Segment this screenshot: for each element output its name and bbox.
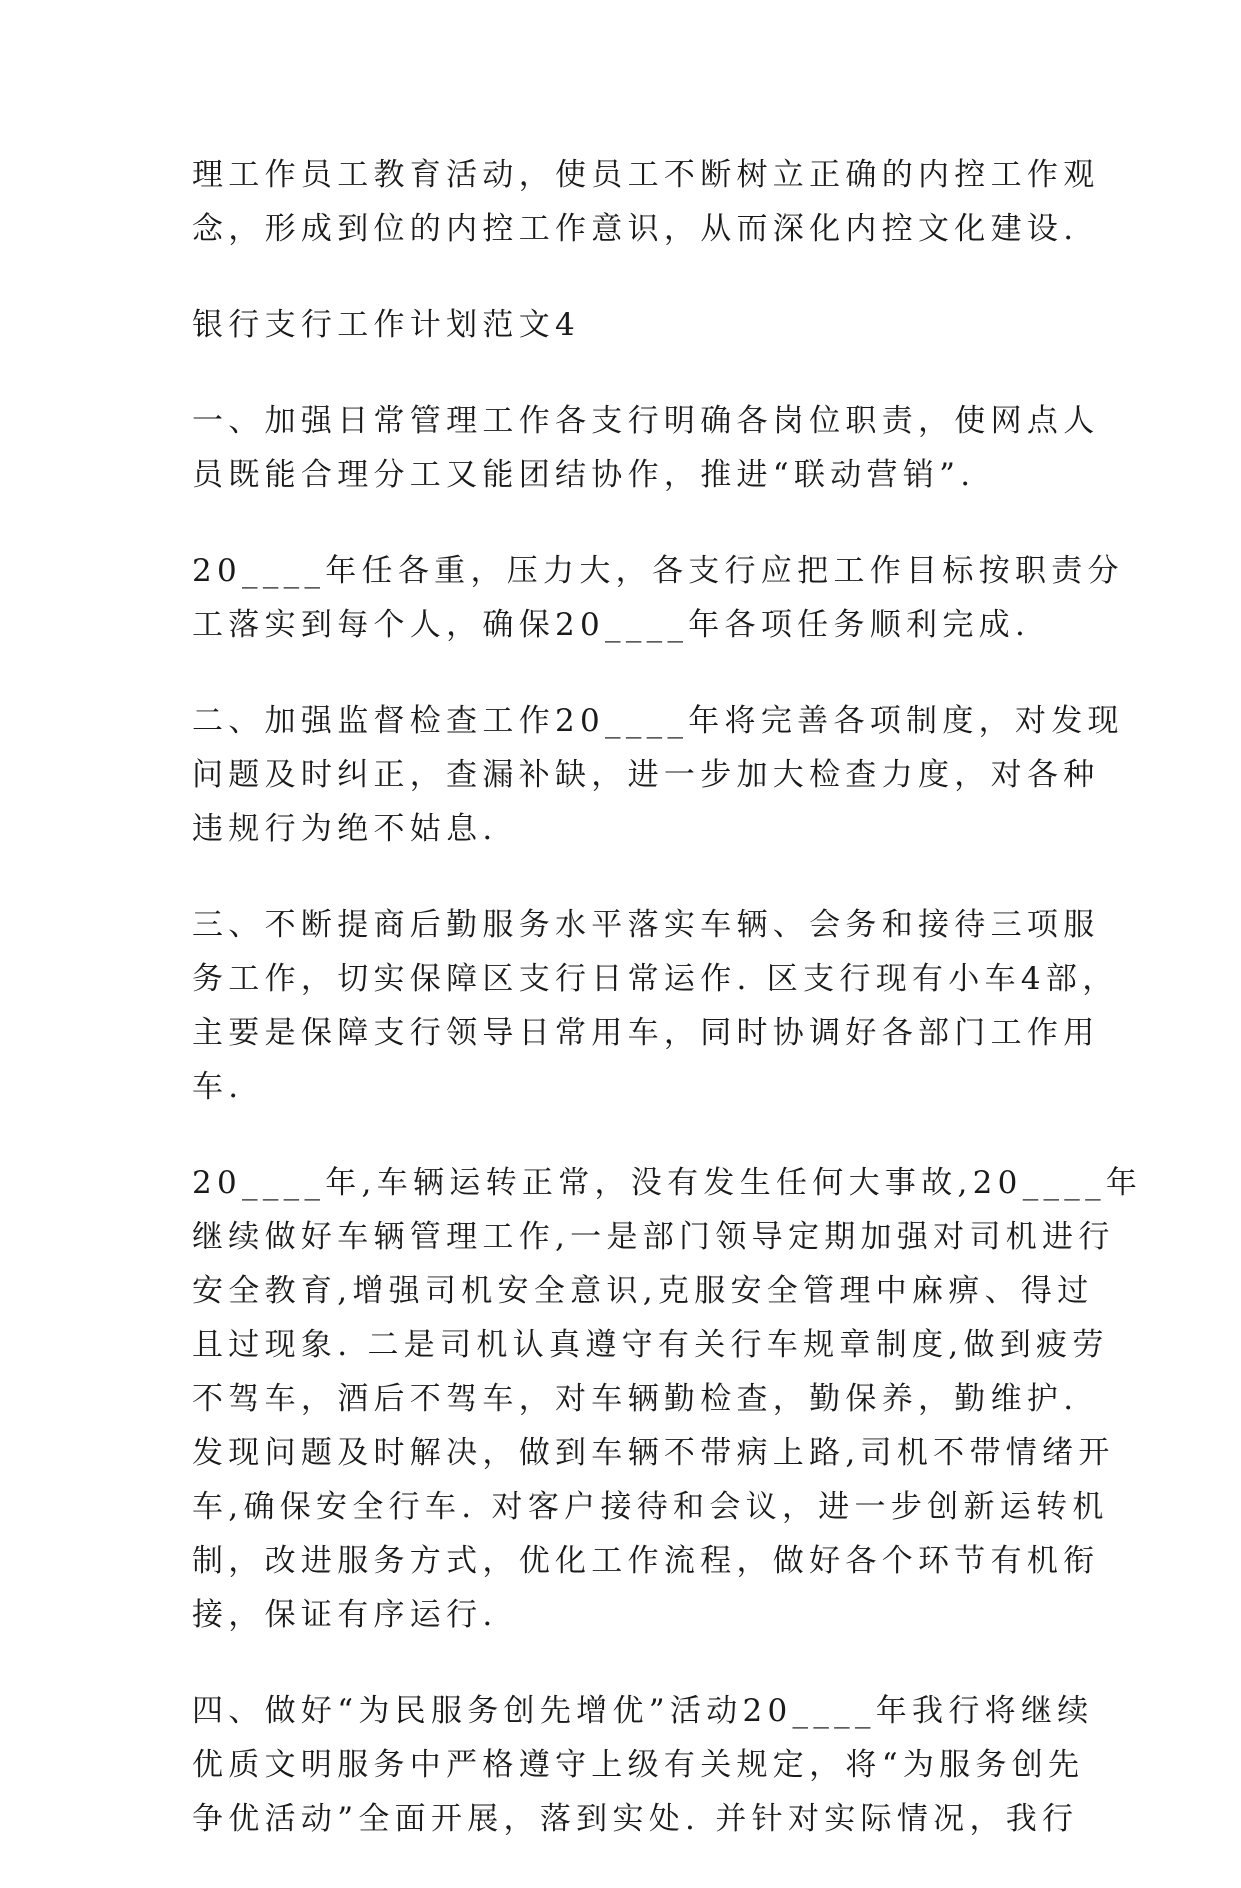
text-line: 且过现象. 二是司机认真遵守有关行车规章制度,做到疲劳 (192, 1327, 1109, 1363)
text-line: 二、加强监督检查工作20____年将完善各项制度，对发现 (192, 703, 1124, 739)
text-line: 继续做好车辆管理工作,一是部门领导定期加强对司机进行 (192, 1219, 1115, 1255)
paragraph-item-one (192, 394, 1100, 502)
paragraph-item-three (192, 898, 1119, 1114)
text-line: 车. (192, 1069, 244, 1105)
text-line: 接，保证有序运行. (192, 1597, 498, 1633)
text-line: 优质文明服务中严格遵守上级有关规定，将“为服务创先 (192, 1747, 1085, 1783)
text-line: 制，改进服务方式，优化工作流程，做好各个环节有机衔 (192, 1543, 1100, 1579)
text-line: 一、加强日常管理工作各支行明确各岗位职责，使网点人 (192, 403, 1100, 439)
text-line: 理工作员工教育活动，使员工不断树立正确的内控工作观 (192, 157, 1100, 193)
text-line: 务工作，切实保障区支行日常运作. 区支行现有小车4部， (192, 961, 1119, 997)
paragraph-item-four (192, 1684, 1094, 1846)
text-line: 三、不断提商后勤服务水平落实车辆、会务和接待三项服 (192, 907, 1100, 943)
text-line: 不驾车，酒后不驾车，对车辆勤检查，勤保养，勤维护. (192, 1381, 1079, 1417)
text-line: 争优活动”全面开展，落到实处. 并针对实际情况，我行 (192, 1801, 1079, 1837)
text-line: 20____年任各重，压力大，各支行应把工作目标按职责分 (192, 553, 1124, 589)
heading-text: 银行支行工作计划范文4 (192, 307, 581, 343)
text-line: 四、做好“为民服务创先增优”活动20____年我行将继续 (192, 1693, 1094, 1729)
text-line: 发现问题及时解决，做到车辆不带病上路,司机不带情绪开 (192, 1435, 1115, 1471)
paragraph-intro-continuation (192, 148, 1100, 256)
paragraph-tasks (192, 544, 1124, 652)
document-page (192, 148, 1143, 1888)
text-line: 主要是保障支行领导日常用车，同时协调好各部门工作用 (192, 1015, 1100, 1051)
text-line: 问题及时纠正，查漏补缺，进一步加大检查力度，对各种 (192, 757, 1100, 793)
text-line: 安全教育,增强司机安全意识,克服安全管理中麻痹、得过 (192, 1273, 1094, 1309)
paragraph-vehicle-management (192, 1156, 1143, 1642)
text-line: 违规行为绝不姑息. (192, 811, 498, 847)
text-line: 车,确保安全行车. 对客户接待和会议，进一步创新运转机 (192, 1489, 1109, 1525)
paragraph-item-two (192, 694, 1124, 856)
text-line: 20____年,车辆运转正常，没有发生任何大事故,20____年 (192, 1165, 1143, 1201)
text-line: 员既能合理分工又能团结协作，推进“联动营销”. (192, 457, 976, 493)
text-line: 念，形成到位的内控工作意识，从而深化内控文化建设. (192, 211, 1079, 247)
text-line: 工落实到每个人，确保20____年各项任务顺利完成. (192, 607, 1031, 643)
section-heading (192, 298, 1052, 352)
